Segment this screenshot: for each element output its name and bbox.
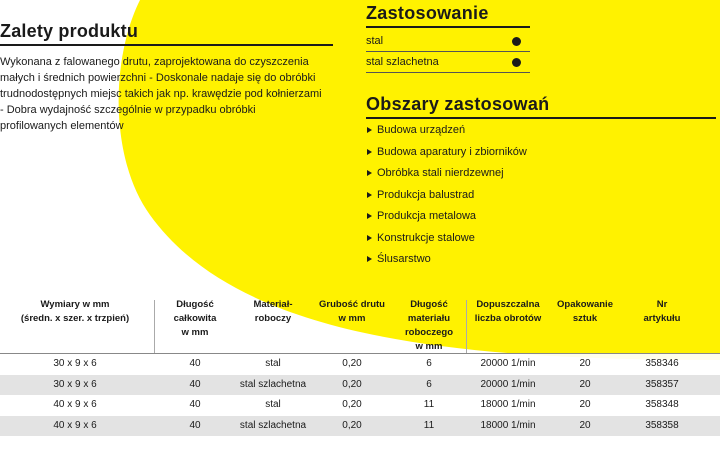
arrow-right-icon <box>367 127 372 133</box>
header-total-length: Długość całkowita w mm <box>173 299 217 338</box>
list-item: Ślusarstwo <box>366 249 666 271</box>
product-table <box>0 294 720 436</box>
list-item: Budowa urządzeń <box>366 120 666 142</box>
advantages-title: Zalety produktu <box>0 20 333 46</box>
areas-title: Obszary zastosowań <box>366 93 716 119</box>
column-divider <box>154 300 155 353</box>
list-item: Obróbka stali nierdzewnej <box>366 163 666 185</box>
table-row: 40 x 9 x 6 40 stal 0,20 11 18000 1/min 20 358348 <box>0 395 720 416</box>
application-label: stal szlachetna <box>366 56 439 68</box>
arrow-right-icon <box>367 149 372 155</box>
list-item: Konstrukcje stalowe <box>366 228 666 250</box>
header-dimensions: Wymiary w mm (średn. x szer. x trzpień) <box>20 299 130 324</box>
application-row-steel <box>366 31 530 52</box>
header-pack: Opakowanie sztuk <box>557 299 613 324</box>
arrow-right-icon <box>367 213 372 219</box>
header-material: Materiał- roboczy <box>253 299 293 324</box>
bullet-dot-icon <box>512 58 521 67</box>
advantages-description: Wykonana z falowanego drutu, zaprojektowana do czyszczenia małych i średnich powierzchni - Doskonale nadaje się do obróbki trudnodostępnych miejsc takich jak np. krawędzie pod kołnierzami - Dobra wydajność szczególnie w przypadku obróbki profilowanych elementów <box>0 56 322 132</box>
application-label: stal <box>366 35 384 47</box>
bullet-dot-icon <box>512 37 521 46</box>
arrow-right-icon <box>367 170 372 176</box>
arrow-right-icon <box>367 192 372 198</box>
arrow-right-icon <box>367 256 372 262</box>
application-row-stainless <box>366 52 530 73</box>
arrow-right-icon <box>367 235 372 241</box>
table-row: 30 x 9 x 6 40 stal szlachetna 0,20 6 20000 1/min 20 358357 <box>0 375 720 396</box>
list-item: Produkcja metalowa <box>366 206 666 228</box>
areas-list <box>366 120 666 271</box>
column-divider <box>466 300 467 353</box>
list-item: Produkcja balustrad <box>366 185 666 207</box>
table-row: 40 x 9 x 6 40 stal szlachetna 0,20 11 18000 1/min 20 358358 <box>0 416 720 437</box>
application-title: Zastosowanie <box>366 2 530 28</box>
header-work-length: Długość materiału roboczego w mm <box>404 299 454 352</box>
list-item: Budowa aparatury i zbiorników <box>366 142 666 164</box>
table-row: 30 x 9 x 6 40 stal 0,20 6 20000 1/min 20 358346 <box>0 354 720 375</box>
header-wire-thickness: Grubość drutu w mm <box>319 299 385 324</box>
table-header <box>0 294 720 354</box>
header-speed: Dopuszczalna liczba obrotów <box>474 299 542 324</box>
header-article: Nr artykułu <box>643 299 681 324</box>
